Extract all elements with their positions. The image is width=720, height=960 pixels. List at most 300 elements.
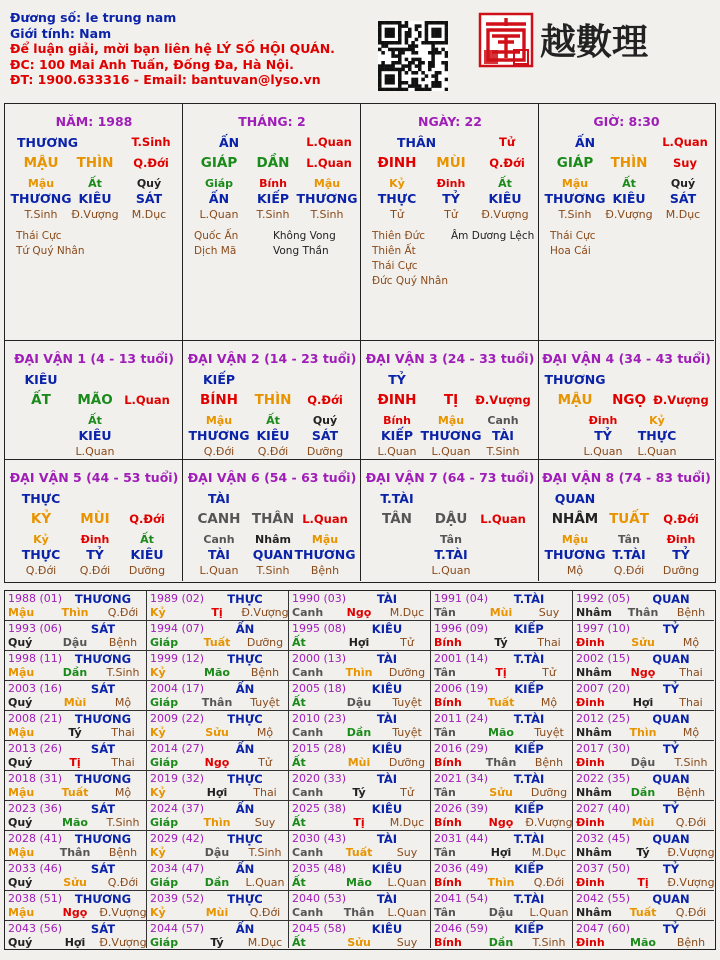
hidden-phase: Q.Đới [613, 564, 645, 577]
year-god: TỶ [662, 742, 680, 756]
year-branch: Tý [352, 786, 366, 799]
shensha-star: Dịch Mã [194, 245, 237, 257]
qr-code-icon [378, 21, 448, 91]
dai-van-branch: MÙI [80, 511, 110, 527]
pillar-1 [5, 104, 183, 341]
hidden-stem: Mậu [437, 414, 465, 427]
year-label: 2018 (31) [8, 772, 63, 785]
year-cell [573, 861, 714, 891]
year-phase: Dưỡng [246, 636, 284, 649]
year-phase: Thai [537, 636, 561, 649]
year-phase: Suy [396, 846, 418, 859]
hidden-phase: L.Quan [199, 564, 239, 577]
heavenly-stem: GIÁP [200, 155, 238, 171]
branch-phase: L.Quan [306, 156, 352, 170]
year-god: KIẾP [514, 922, 544, 936]
hidden-stem: Ất [266, 414, 280, 427]
year-stem: Tân [434, 906, 456, 919]
header-line-5: ĐT: 1900.633316 - Email: bantuvan@lyso.vn [10, 72, 321, 87]
year-phase: Mộ [540, 696, 558, 709]
hidden-god: QUAN [252, 547, 294, 562]
hidden-phase: T.Sinh [256, 208, 290, 221]
year-god: KIẾP [514, 622, 544, 636]
year-branch: Hợi [64, 936, 86, 949]
brand-logo [478, 12, 718, 68]
dai-van-3 [361, 341, 539, 460]
hidden-stem: Mậu [205, 414, 233, 427]
dai-van-phase: Q.Đới [307, 393, 343, 407]
branch-phase: Q.Đới [489, 156, 525, 170]
hidden-phase: Dưỡng [306, 445, 344, 458]
header-line-3: Để luận giải, mời bạn liên hệ LÝ SỐ HỘI QUÁN. [10, 41, 335, 56]
year-cell [431, 921, 573, 948]
hidden-god: KIẾP [380, 428, 414, 443]
year-phase: Đ.Vượng [525, 816, 573, 829]
heavenly-stem: MẬU [23, 155, 59, 171]
year-cell [147, 741, 289, 771]
dai-van-7 [361, 460, 539, 581]
year-god: KIẾP [514, 802, 544, 816]
year-branch: Tý [494, 636, 508, 649]
year-stem: Bính [434, 816, 462, 829]
hidden-phase: L.Quan [431, 564, 471, 577]
year-phase: Đ.Vượng [241, 606, 289, 619]
year-branch: Tị [637, 876, 649, 889]
year-label: 2023 (36) [8, 802, 63, 815]
dai-van-title: ĐẠI VẬN 6 (54 - 63 tuổi) [187, 470, 357, 485]
year-cell [431, 711, 573, 741]
year-god: ẤN [235, 922, 255, 936]
year-stem: Nhâm [576, 786, 612, 799]
dai-van-phase: Q.Đới [129, 512, 165, 526]
year-label: 2006 (19) [434, 682, 489, 695]
dai-van-god: THƯƠNG [544, 372, 606, 387]
hidden-stem: Mậu [561, 533, 589, 546]
year-cell [147, 651, 289, 681]
year-stem: Đinh [576, 816, 605, 829]
hidden-phase: Dưỡng [128, 564, 166, 577]
year-stem: Tân [434, 786, 456, 799]
year-god: SÁT [90, 802, 116, 816]
year-god: SÁT [90, 622, 116, 636]
year-label: 1993 (06) [8, 622, 63, 635]
hidden-god: TÀI [208, 547, 230, 562]
hidden-god: SÁT [135, 191, 163, 206]
year-cell [5, 801, 147, 831]
year-stem: Canh [292, 726, 324, 739]
year-cell [431, 861, 573, 891]
year-stem: Mậu [8, 606, 35, 619]
hidden-stem: Ất [622, 177, 636, 190]
year-cell [5, 861, 147, 891]
year-label: 2003 (16) [8, 682, 63, 695]
year-phase: Tử [400, 636, 414, 649]
year-phase: Q.Đới [107, 606, 139, 619]
hidden-god: THƯƠNG [544, 191, 606, 206]
year-stem: Canh [292, 666, 324, 679]
year-stem: Giáp [150, 876, 179, 889]
hidden-stem: Tân [440, 533, 462, 546]
year-stem: Quý [8, 636, 33, 649]
year-branch: Sửu [347, 936, 371, 949]
hidden-phase: T.Sinh [486, 445, 520, 458]
year-stem: Tân [434, 846, 456, 859]
year-god: THỰC [227, 772, 263, 786]
year-god: TÀI [376, 892, 398, 906]
year-stem: Đinh [576, 696, 605, 709]
dai-van-stem: KỶ [30, 511, 52, 527]
year-phase: Bệnh [676, 786, 706, 799]
hidden-phase: Đ.Vượng [481, 208, 529, 221]
year-god: ẤN [235, 682, 255, 696]
year-stem: Tân [434, 726, 456, 739]
hidden-stem: Mậu [27, 177, 55, 190]
year-stem: Mậu [8, 906, 35, 919]
year-god: SÁT [90, 682, 116, 696]
year-cell [431, 651, 573, 681]
year-phase: Suy [396, 936, 418, 949]
dai-van-stem: MẬU [557, 392, 593, 408]
year-god: ẤN [235, 622, 255, 636]
year-cell [5, 681, 147, 711]
year-branch: Tuất [203, 636, 231, 649]
year-branch: Thìn [487, 876, 515, 889]
year-branch: Tị [353, 816, 365, 829]
year-god: KIẾP [514, 682, 544, 696]
hidden-stem: Ất [140, 533, 154, 546]
hidden-phase: Tử [444, 208, 458, 221]
stem-god: THÂN [397, 135, 437, 150]
hidden-stem: Đinh [436, 177, 466, 190]
year-label: 2015 (28) [292, 742, 347, 755]
year-branch: Mão [630, 936, 656, 949]
year-branch: Mùi [63, 696, 87, 709]
year-phase: Tuyệt [534, 726, 564, 739]
year-cell [289, 891, 431, 921]
year-label: 2004 (17) [150, 682, 205, 695]
hidden-phase: Tử [390, 208, 404, 221]
dai-van-title: ĐẠI VẬN 1 (4 - 13 tuổi) [14, 351, 174, 366]
year-label: 1999 (12) [150, 652, 205, 665]
year-label: 2010 (23) [292, 712, 347, 725]
year-god: KIÊU [371, 922, 403, 936]
year-phase: Thai [111, 726, 135, 739]
dai-van-stem: BÍNH [200, 392, 238, 408]
year-branch: Dần [346, 726, 372, 739]
year-cell [289, 741, 431, 771]
year-label: 2019 (32) [150, 772, 205, 785]
hidden-phase: L.Quan [377, 445, 417, 458]
year-stem: Kỷ [150, 786, 166, 799]
branch-phase: Q.Đới [133, 156, 169, 170]
year-label: 2035 (48) [292, 862, 347, 875]
year-god: TỶ [662, 682, 680, 696]
year-phase: Tử [542, 666, 556, 679]
hidden-phase: Dưỡng [662, 564, 700, 577]
year-phase: Thai [679, 696, 703, 709]
dai-van-branch: NGỌ [612, 392, 646, 408]
year-cell [573, 711, 714, 741]
stem-god-phase: Tử [498, 135, 516, 149]
year-phase: Mộ [682, 726, 700, 739]
year-god: QUAN [652, 712, 690, 726]
hidden-phase: T.Sinh [24, 208, 58, 221]
year-stem: Quý [8, 816, 33, 829]
year-phase: Đ.Vượng [667, 876, 715, 889]
year-stem: Quý [8, 756, 33, 769]
year-phase: Tuyệt [392, 696, 422, 709]
year-cell [147, 621, 289, 651]
year-label: 2030 (43) [292, 832, 347, 845]
year-god: ẤN [235, 862, 255, 876]
year-cell [147, 891, 289, 921]
year-cell [431, 831, 573, 861]
year-label: 2022 (35) [576, 772, 631, 785]
year-branch: Tuất [487, 696, 515, 709]
shensha-star: Tứ Quý Nhân [16, 245, 85, 257]
year-god: THỰC [227, 832, 263, 846]
year-phase: Bệnh [676, 936, 706, 949]
year-phase: Bệnh [108, 636, 138, 649]
year-label: 2029 (42) [150, 832, 205, 845]
hidden-phase: Q.Đới [25, 564, 57, 577]
year-god: KIÊU [371, 862, 403, 876]
year-branch: Sửu [63, 876, 87, 889]
hidden-stem: Bính [259, 177, 287, 190]
dai-van-branch: THÂN [251, 511, 295, 527]
year-stem: Mậu [8, 726, 35, 739]
chart-header [10, 10, 370, 88]
year-phase: Mộ [256, 726, 274, 739]
year-god: TỶ [662, 622, 680, 636]
year-stem: Ất [292, 636, 306, 649]
year-label: 1997 (10) [576, 622, 631, 635]
stem-god-phase: L.Quan [306, 135, 352, 149]
year-label: 2027 (40) [576, 802, 631, 815]
hidden-stem: Mậu [311, 533, 339, 546]
year-phase: Bệnh [108, 846, 138, 859]
hidden-stem: Ất [498, 177, 512, 190]
hidden-stem: Đinh [588, 414, 618, 427]
dai-van-stem: NHÂM [551, 511, 599, 527]
year-cell [289, 681, 431, 711]
year-phase: Đ.Vượng [667, 846, 715, 859]
dai-van-title: ĐẠI VẬN 3 (24 - 33 tuổi) [365, 351, 535, 366]
year-phase: Dưỡng [388, 666, 426, 679]
year-branch: Thìn [345, 666, 373, 679]
year-cell [147, 771, 289, 801]
year-god: KIÊU [371, 802, 403, 816]
year-god: TÀI [376, 832, 398, 846]
year-branch: Mùi [347, 756, 371, 769]
year-stem: Mậu [8, 786, 35, 799]
year-phase: Bệnh [676, 606, 706, 619]
branch-phase: Suy [673, 156, 697, 170]
year-god: SÁT [90, 742, 116, 756]
heavenly-stem: GIÁP [556, 155, 594, 171]
dai-van-title: ĐẠI VẬN 5 (44 - 53 tuổi) [9, 470, 179, 485]
year-stem: Tân [434, 606, 456, 619]
year-phase: Q.Đới [533, 876, 565, 889]
hidden-stem: Ất [88, 414, 102, 427]
year-phase: Tuyệt [392, 726, 422, 739]
year-stem: Giáp [150, 756, 179, 769]
year-label: 2007 (20) [576, 682, 631, 695]
hidden-god: THỰC [21, 547, 61, 562]
hidden-god: KIÊU [78, 428, 112, 443]
year-branch: Mão [488, 726, 514, 739]
year-god: KIÊU [371, 742, 403, 756]
dai-van-phase: L.Quan [480, 512, 526, 526]
year-cell [431, 801, 573, 831]
hidden-god: KIÊU [612, 191, 646, 206]
hidden-god: TỶ [594, 428, 612, 443]
earthly-branch: MÙI [436, 155, 466, 171]
year-god: T.TÀI [513, 832, 545, 846]
year-stem: Nhâm [576, 606, 612, 619]
year-phase: L.Quan [387, 876, 427, 889]
year-stem: Bính [434, 756, 462, 769]
year-stem: Canh [292, 906, 324, 919]
dai-van-6 [183, 460, 361, 581]
dai-van-5 [5, 460, 183, 581]
year-phase: T.Sinh [106, 816, 140, 829]
year-god: TỶ [662, 802, 680, 816]
hidden-stem: Mậu [313, 177, 341, 190]
year-branch: Tý [636, 846, 650, 859]
year-god: KIÊU [371, 682, 403, 696]
year-label: 2039 (52) [150, 892, 205, 905]
year-phase: Thai [253, 786, 277, 799]
stem-god: ẤN [575, 135, 596, 150]
year-phase: Suy [538, 606, 560, 619]
year-phase: M.Dục [247, 936, 283, 949]
hidden-stem: Mậu [561, 177, 589, 190]
year-god: QUAN [652, 592, 690, 606]
year-branch: Tuất [629, 906, 657, 919]
year-cell [573, 771, 714, 801]
hidden-stem: Canh [203, 533, 235, 546]
year-phase: Q.Đới [675, 816, 707, 829]
dai-van-stem: CANH [197, 511, 241, 527]
year-branch: Dậu [346, 696, 372, 709]
year-label: 1989 (02) [150, 592, 205, 605]
year-phase: Mộ [114, 696, 132, 709]
hidden-phase: L.Quan [199, 208, 239, 221]
year-cell [289, 801, 431, 831]
year-label: 2037 (50) [576, 862, 631, 875]
year-branch: Ngọ [204, 756, 230, 769]
year-stem: Quý [8, 696, 33, 709]
shensha-star: Thiên Đức [372, 230, 426, 242]
hidden-god: KIẾP [256, 191, 290, 206]
earthly-branch: THÌN [610, 155, 648, 171]
hidden-phase: L.Quan [637, 445, 677, 458]
hidden-stem: Quý [670, 177, 696, 190]
year-branch: Dậu [204, 846, 230, 859]
year-branch: Thân [201, 696, 233, 709]
hidden-stem: Canh [487, 414, 519, 427]
hidden-stem: Bính [383, 414, 411, 427]
hidden-phase: M.Dục [131, 208, 167, 221]
year-branch: Dậu [488, 906, 514, 919]
year-label: 2012 (25) [576, 712, 631, 725]
hidden-stem: Kỷ [389, 177, 405, 190]
year-god: QUAN [652, 772, 690, 786]
year-cell [431, 681, 573, 711]
year-phase: Dưỡng [530, 786, 568, 799]
hidden-god: ẤN [208, 191, 230, 206]
hidden-god: KIÊU [130, 547, 164, 562]
year-god: THƯƠNG [74, 652, 132, 666]
earthly-branch: THÌN [76, 155, 114, 171]
hidden-god: T.TÀI [612, 547, 646, 562]
hidden-god: TÀI [492, 428, 514, 443]
dai-van-branch: TUẤT [609, 511, 649, 527]
dai-van-2 [183, 341, 361, 460]
earthly-branch: DẦN [256, 155, 290, 171]
year-cell [289, 861, 431, 891]
year-god: TÀI [376, 772, 398, 786]
year-phase: T.Sinh [674, 756, 708, 769]
year-cell [289, 771, 431, 801]
hidden-god: KIÊU [78, 191, 112, 206]
year-god: THỰC [227, 592, 263, 606]
hidden-god: THỰC [377, 191, 417, 206]
year-label: 2032 (45) [576, 832, 631, 845]
year-branch: Tị [69, 756, 81, 769]
year-stem: Bính [434, 636, 462, 649]
year-branch: Thìn [203, 816, 231, 829]
year-label: 2024 (37) [150, 802, 205, 815]
hidden-phase: Q.Đới [203, 445, 235, 458]
hidden-god: THƯƠNG [420, 428, 482, 443]
year-cell [431, 771, 573, 801]
hidden-phase: T.Sinh [558, 208, 592, 221]
year-god: THƯƠNG [74, 712, 132, 726]
year-cell [573, 651, 714, 681]
pillar-title: NĂM: 1988 [55, 114, 133, 129]
year-phase: Bệnh [534, 756, 564, 769]
year-cell [573, 891, 714, 921]
year-branch: Sửu [631, 636, 655, 649]
year-stem: Bính [434, 936, 462, 949]
year-stem: Đinh [576, 876, 605, 889]
year-stem: Kỷ [150, 606, 166, 619]
shensha-star: Quốc Ấn [194, 230, 239, 242]
year-stem: Quý [8, 936, 33, 949]
year-label: 2013 (26) [8, 742, 63, 755]
dai-van-1 [5, 341, 183, 460]
dai-van-branch: MÃO [77, 392, 113, 408]
dai-van-god: T.TÀI [380, 491, 414, 506]
year-branch: Mùi [631, 816, 655, 829]
year-label: 2034 (47) [150, 862, 205, 875]
year-cell [5, 831, 147, 861]
year-god: THƯƠNG [74, 892, 132, 906]
hidden-phase: L.Quan [75, 445, 115, 458]
year-label: 1991 (04) [434, 592, 489, 605]
logo-text: 越數理 [540, 21, 649, 63]
dai-van-stem: ẤT [31, 392, 51, 408]
hidden-god: KIÊU [256, 428, 290, 443]
year-label: 2002 (15) [576, 652, 631, 665]
year-god: T.TÀI [513, 712, 545, 726]
year-label: 1998 (11) [8, 652, 63, 665]
year-stem: Bính [434, 696, 462, 709]
yearly-table [4, 590, 716, 950]
year-cell [431, 591, 573, 621]
